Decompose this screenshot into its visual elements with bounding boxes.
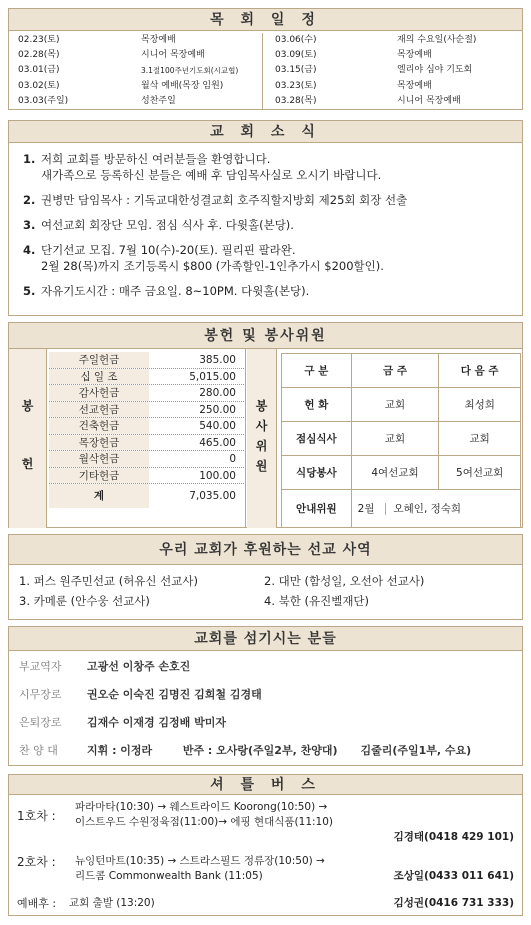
schedule-item	[9, 94, 262, 109]
news-number: 3.	[23, 218, 36, 232]
service-row	[282, 456, 521, 490]
service-role: 식당봉사	[282, 456, 352, 490]
offering-label: 월삭헌금	[49, 451, 149, 467]
servant-row	[9, 709, 522, 737]
bus-route-contact: 김성권(0416 731 333)	[393, 897, 514, 909]
offering-row	[49, 418, 244, 435]
service-role: 헌 화	[282, 388, 352, 422]
service-side-char: 사	[255, 419, 268, 433]
news-number: 5.	[23, 284, 36, 298]
service-header-cell: 구 분	[282, 354, 352, 388]
offering-label: 건축헌금	[49, 418, 149, 434]
schedule-event: 재의 수요일(사순절)	[397, 35, 477, 45]
schedule-event: 월삭 예배(목장 임원)	[141, 80, 224, 91]
news-title: 교 회 소 식	[9, 121, 522, 143]
news-item	[23, 217, 522, 233]
offering-value: 250.00	[199, 403, 236, 416]
bus-route-contact: 조상일(0433 011 641)	[393, 870, 514, 882]
news-text: 자유기도시간 : 매주 금요일. 8~10PM. 다윗홀(본당).	[41, 284, 310, 298]
offering-total-label: 계	[49, 484, 149, 508]
news-list	[9, 143, 522, 299]
offering-value: 5,015.00	[189, 370, 236, 383]
missions-title: 우리 교회가 후원하는 선교 사역	[9, 535, 522, 565]
service-table	[281, 353, 521, 528]
news-text: 권병만 담임목사 : 기독교대한성결교회 호주직할지방회 제25회 회장 선출	[41, 193, 408, 207]
offering-row	[49, 451, 244, 468]
schedule-date: 03.23(토)	[275, 80, 317, 91]
usher-month: 2월	[357, 503, 375, 515]
service-next-week: 교회	[439, 422, 521, 456]
service-this-week: 교회	[351, 388, 439, 422]
service-side-char: 봉	[255, 399, 268, 413]
news-item	[23, 151, 522, 183]
schedule-item	[269, 79, 523, 94]
usher-row	[282, 490, 521, 528]
usher-cell	[351, 490, 520, 528]
offering-label: 목장헌금	[49, 435, 149, 451]
schedule-date: 02.23(토)	[18, 35, 60, 45]
service-side-char: 위	[255, 439, 268, 453]
offering-row	[49, 402, 244, 419]
news-text: 저희 교회를 방문하신 여러분들을 환영합니다.	[41, 152, 271, 166]
service-header-cell: 금 주	[351, 354, 439, 388]
schedule-item	[269, 48, 523, 63]
news-text: 2월 28(목)까지 조기등록시 $800 (가족할인-1인추가시 $200할인).	[41, 259, 384, 273]
servants-title: 교회를 섬기시는 분들	[9, 627, 522, 651]
schedule-item	[9, 33, 262, 48]
news-number: 1.	[23, 152, 36, 166]
servant-row	[9, 653, 522, 681]
news-text: 단기선교 모집. 7월 10(수)-20(토). 필리핀 팔라완.	[41, 243, 296, 257]
schedule-date: 03.01(금)	[18, 65, 60, 76]
mission-item: 4. 북한 (유진벨재단)	[264, 594, 370, 608]
bus-route-stops: 파라마타(10:30) → 웨스트라이드 Koorong(10:50) →	[75, 801, 328, 813]
schedule-event: 성찬주일	[141, 95, 176, 106]
offering-value: 0	[229, 453, 236, 465]
service-side-char: 원	[255, 459, 268, 473]
offering-title: 봉헌 및 봉사위원	[9, 323, 522, 349]
schedule-event: 목장예배	[141, 35, 176, 45]
offering-value: 540.00	[199, 420, 236, 432]
bus-route-label: 1호차 :	[17, 809, 56, 823]
bus-route-label: 예배후 :	[17, 897, 57, 910]
offering-total-row	[49, 484, 244, 508]
service-next-week: 최성희	[439, 388, 521, 422]
offering-value: 385.00	[199, 354, 236, 366]
news-number: 2.	[23, 193, 36, 207]
schedule-item	[269, 33, 523, 48]
news-section	[8, 120, 523, 316]
service-this-week: 교회	[351, 422, 439, 456]
servant-role: 은퇴장로	[19, 716, 62, 729]
service-next-week: 5여선교회	[439, 456, 521, 490]
offering-value: 100.00	[199, 469, 236, 482]
offering-row	[49, 435, 244, 452]
schedule-item	[269, 63, 523, 78]
news-item	[23, 192, 522, 208]
servant-role: 부교역자	[19, 660, 62, 673]
service-this-week: 4여선교회	[351, 456, 439, 490]
offering-side-char: 헌	[21, 457, 34, 471]
offering-row	[49, 352, 244, 369]
schedule-right-column	[269, 33, 523, 109]
schedule-date: 03.02(토)	[18, 80, 60, 91]
servant-names: 김재수 이재경 김정배 박미자	[87, 716, 226, 729]
servant-role: 시무장로	[19, 688, 62, 701]
schedule-date: 03.09(토)	[275, 50, 317, 61]
servant-role: 찬 양 대	[19, 744, 58, 757]
usher-names: 오혜인, 정숙희	[385, 503, 462, 515]
offering-label: 십 일 조	[49, 369, 149, 385]
offering-value: 465.00	[199, 436, 236, 449]
schedule-event: 엘리야 심야 기도회	[397, 65, 473, 76]
bus-route-stops: 리드콤 Commonwealth Bank (11:05)	[75, 870, 263, 882]
service-header-row	[282, 354, 521, 388]
offering-side-char: 봉	[21, 399, 34, 413]
schedule-event: 시니어 목장예배	[397, 95, 461, 106]
service-header-cell: 다 음 주	[439, 354, 521, 388]
servants-section	[8, 626, 523, 766]
schedule-date: 03.06(수)	[275, 35, 317, 45]
schedule-section	[8, 8, 523, 110]
service-row	[282, 422, 521, 456]
mission-item: 2. 대만 (함성일, 오선아 선교사)	[264, 574, 425, 588]
news-number: 4.	[23, 243, 36, 257]
schedule-date: 02.28(목)	[18, 50, 60, 61]
servant-row	[9, 737, 522, 765]
service-side-label	[247, 349, 277, 528]
mission-item: 3. 카메룬 (안수웅 선교사)	[19, 594, 150, 608]
offering-total-value: 7,035.00	[189, 490, 236, 502]
bus-route-stops: 뉴잉턴마트(10:35) → 스트라스필드 정류장(10:50) →	[75, 855, 325, 867]
bus-route-stops: 교회 출발 (13:20)	[69, 897, 155, 909]
news-item	[23, 283, 522, 299]
servant-names: 권오순 이숙진 김명진 김희철 김경태	[87, 688, 262, 701]
schedule-event: 목장예배	[397, 50, 432, 61]
offering-value: 280.00	[199, 387, 236, 399]
shuttle-bus-section	[8, 774, 523, 916]
bus-route-label: 2호차 :	[17, 855, 56, 869]
offering-label: 주일헌금	[49, 352, 149, 368]
news-text: 새가족으로 등록하신 분들은 예배 후 담임목사실로 오시기 바랍니다.	[41, 168, 382, 182]
schedule-date: 03.15(금)	[275, 65, 317, 76]
offering-row	[49, 468, 244, 485]
service-role: 점심식사	[282, 422, 352, 456]
schedule-date: 03.28(목)	[275, 95, 317, 106]
offering-row	[49, 369, 244, 386]
usher-role: 안내위원	[282, 490, 352, 528]
schedule-event: 3.1절100주년기도회(시교협)	[141, 66, 239, 76]
news-item	[23, 242, 522, 274]
bus-route-contact: 김경태(0418 429 101)	[393, 831, 514, 843]
schedule-item	[9, 48, 262, 63]
mission-item: 1. 퍼스 원주민선교 (허유신 선교사)	[19, 574, 198, 588]
service-row	[282, 388, 521, 422]
schedule-date: 03.03(주일)	[18, 95, 69, 106]
schedule-title: 목 회 일 정	[9, 9, 522, 31]
bus-route-stops: 이스트우드 수원정육점(11:00)→ 에핑 현대식품(11:10)	[75, 816, 334, 828]
news-text: 여선교회 회장단 모임. 점심 식사 후. 다윗홀(본당).	[41, 218, 294, 232]
offering-label: 감사헌금	[49, 385, 149, 401]
schedule-item	[9, 79, 262, 94]
servant-names: 지휘 : 이정라 반주 : 오사랑(주일2부, 찬양대) 김줄리(주일1부, 수요)	[87, 744, 472, 757]
offering-section	[8, 322, 523, 528]
offering-side-label	[9, 349, 47, 528]
schedule-item	[269, 94, 523, 109]
schedule-event: 시니어 목장예배	[141, 50, 205, 61]
offering-table	[9, 349, 246, 528]
schedule-item	[9, 63, 262, 78]
offering-label: 기타헌금	[49, 468, 149, 484]
schedule-event: 목장예배	[397, 80, 432, 91]
shuttle-bus-title: 셔 틀 버 스	[9, 775, 522, 795]
offering-row	[49, 385, 244, 402]
servant-row	[9, 681, 522, 709]
servant-names: 고광선 이창주 손호진	[87, 660, 191, 673]
offering-label: 선교헌금	[49, 402, 149, 418]
missions-section	[8, 534, 523, 620]
schedule-left-column	[9, 33, 263, 109]
